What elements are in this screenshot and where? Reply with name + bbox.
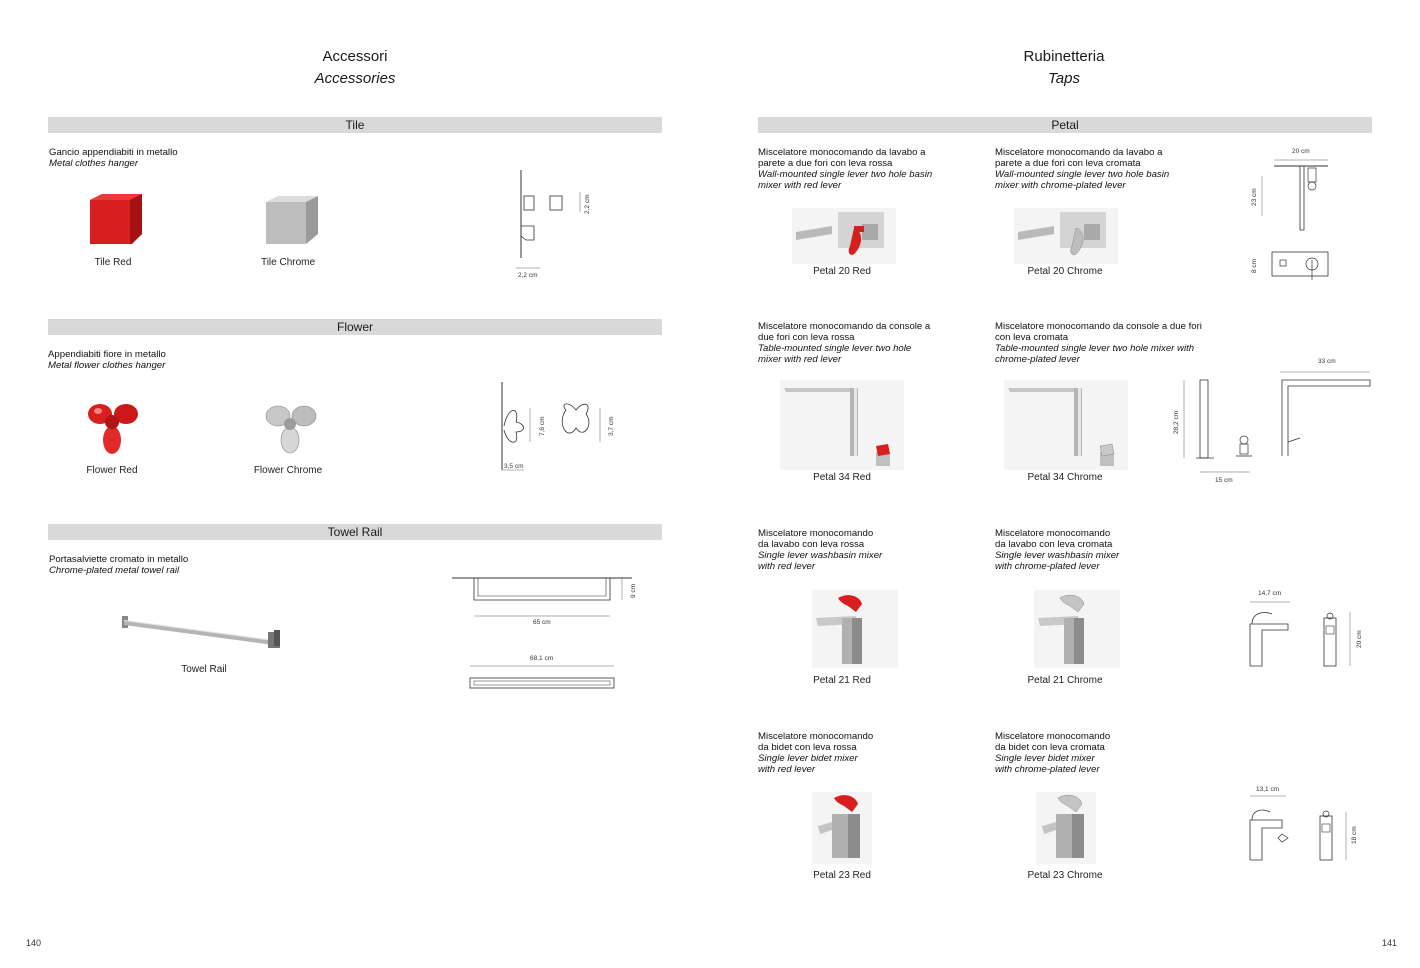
- title-it: Accessori: [322, 48, 388, 65]
- tile-description: Gancio appendiabiti in metallo Metal clothes hanger: [49, 147, 178, 169]
- petal-23-chrome-caption: Petal 23 Chrome: [1027, 870, 1103, 881]
- petal-21-red-caption: Petal 21 Red: [813, 675, 871, 686]
- tile-dim-vertical: 2,2 cm: [584, 194, 591, 214]
- title-en: Taps: [1048, 70, 1080, 87]
- towel-rail-description: Portasalviette cromato in metallo Chrome-plated metal towel rail: [49, 554, 189, 576]
- tile-chrome-image: [260, 192, 324, 250]
- petal-21-chrome-description: Miscelatore monocomando da lavabo con leva cromata Single lever washbasin mixer with chrome-plated lever: [995, 528, 1120, 572]
- petal-34-red-caption: Petal 34 Red: [813, 472, 871, 483]
- petal-20-chrome-image: [1014, 208, 1118, 264]
- left-page-title: [255, 46, 455, 90]
- petal-23-dim-reach: 13,1 cm: [1256, 786, 1280, 793]
- petal-20-chrome-caption: Petal 20 Chrome: [1027, 266, 1103, 277]
- flower-dim-depth: 3,5 cm: [504, 463, 524, 470]
- title-it: Rubinetteria: [1023, 48, 1105, 65]
- petal-23-red-image: [812, 792, 872, 864]
- page-number-right: 141: [1382, 938, 1398, 948]
- towel-rail-technical-drawing: [450, 574, 640, 694]
- petal-20-technical-drawing: [1262, 156, 1342, 286]
- flower-red-image: [86, 398, 142, 456]
- section-bar-tile: Tile: [48, 117, 662, 133]
- flower-chrome-image: [264, 400, 320, 456]
- tile-technical-drawing: [510, 168, 600, 272]
- towel-rail-image: [118, 606, 288, 656]
- petal-34-technical-drawing: [1180, 368, 1376, 472]
- section-bar-flower: Flower: [48, 319, 662, 335]
- petal-20-red-image: [792, 208, 896, 264]
- petal-23-chrome-description: Miscelatore monocomando da bidet con leva cromata Single lever bidet mixer with chrome-plated lever: [995, 731, 1111, 775]
- flower-technical-drawing: [496, 380, 626, 472]
- towel-rail-caption: Towel Rail: [181, 664, 227, 675]
- petal-20-red-description: Miscelatore monocomando da lavabo a parete a due fori con leva rossa Wall-mounted single lever two hole basin mixer with red lever: [758, 147, 933, 191]
- towel-rail-dim-width: 65 cm: [533, 619, 551, 626]
- flower-dim-width: 3,7 cm: [608, 416, 615, 436]
- petal-20-red-caption: Petal 20 Red: [813, 266, 871, 277]
- petal-21-dim-reach: 14,7 cm: [1258, 590, 1282, 597]
- right-page-title: [964, 46, 1164, 90]
- petal-21-chrome-caption: Petal 21 Chrome: [1027, 675, 1103, 686]
- tile-dim-horizontal: 2,2 cm: [518, 272, 538, 279]
- flower-dim-height: 7,6 cm: [539, 416, 546, 436]
- petal-34-dim-spacing: 15 cm: [1215, 477, 1233, 484]
- petal-20-chrome-description: Miscelatore monocomando da lavabo a parete a due fori con leva cromata Wall-mounted single lever two hole basin mixer with chrome-plated lever: [995, 147, 1170, 191]
- petal-23-red-description: Miscelatore monocomando da bidet con leva rossa Single lever bidet mixer with red lever: [758, 731, 874, 775]
- page-number-left: 140: [26, 938, 42, 948]
- petal-20-dim-height: 23 cm: [1251, 188, 1258, 206]
- petal-34-dim-height: 28,2 cm: [1173, 410, 1180, 434]
- petal-34-chrome-image: [1004, 380, 1128, 470]
- flower-description: Appendiabiti fiore in metallo Metal flower clothes hanger: [48, 349, 166, 371]
- section-bar-petal: Petal: [758, 117, 1372, 133]
- towel-rail-dim-overall: 68,1 cm: [530, 655, 554, 662]
- petal-21-dim-height: 20 cm: [1356, 630, 1363, 648]
- towel-rail-dim-height: 9 cm: [630, 583, 637, 598]
- petal-34-dim-reach: 33 cm: [1318, 358, 1336, 365]
- petal-20-dim-width: 20 cm: [1292, 148, 1310, 155]
- tile-red-caption: Tile Red: [94, 257, 132, 268]
- flower-red-caption: Flower Red: [86, 465, 138, 476]
- petal-21-red-description: Miscelatore monocomando da lavabo con leva rossa Single lever washbasin mixer with red lever: [758, 528, 883, 572]
- section-bar-towel-rail: Towel Rail: [48, 524, 662, 540]
- petal-34-chrome-caption: Petal 34 Chrome: [1027, 472, 1103, 483]
- petal-21-chrome-image: [1034, 590, 1120, 668]
- flower-chrome-caption: Flower Chrome: [253, 465, 323, 476]
- tile-chrome-caption: Tile Chrome: [260, 257, 316, 268]
- petal-23-technical-drawing: [1242, 792, 1366, 866]
- petal-20-dim-plate: 8 cm: [1251, 258, 1258, 273]
- petal-34-red-image: [780, 380, 904, 470]
- petal-23-red-caption: Petal 23 Red: [813, 870, 871, 881]
- tile-red-image: [84, 190, 148, 250]
- title-en: Accessories: [314, 70, 396, 87]
- petal-23-chrome-image: [1036, 792, 1096, 864]
- petal-21-technical-drawing: [1242, 598, 1366, 672]
- petal-23-dim-height: 18 cm: [1351, 826, 1358, 844]
- petal-21-red-image: [812, 590, 898, 668]
- petal-34-red-description: Miscelatore monocomando da console a due fori con leva rossa Table-mounted single lever two hole mixer with red lever: [758, 321, 931, 365]
- petal-34-chrome-description: Miscelatore monocomando da console a due fori con leva cromata Table-mounted single lever two hole mixer with chrome-plated lever: [995, 321, 1202, 365]
